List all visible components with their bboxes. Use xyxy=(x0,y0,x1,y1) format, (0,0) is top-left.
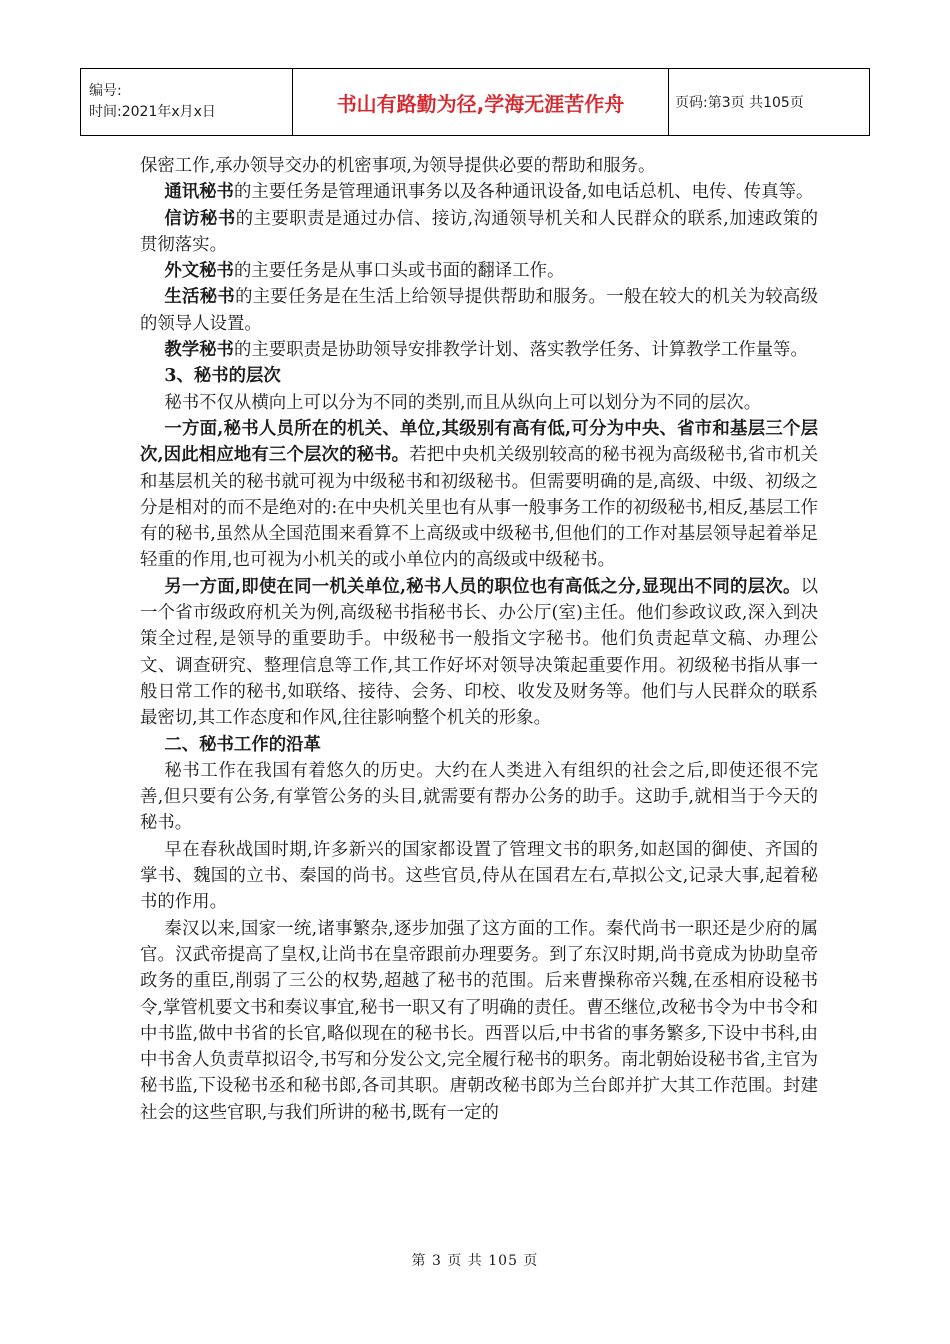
paragraph-text: 的主要职责是通过办信、接访,沟通领导机关和人民群众的联系,加速政策的贯彻落实。 xyxy=(140,208,818,255)
paragraph-text: 若把中央机关级别较高的秘书视为高级秘书,省市机关和基层机关的秘书就可视为中级秘书和初级秘书。但需要明确的是,高级、中级、初级之分是相对的而不是绝对的:在中央机关里也有从事一般事务工作的初级秘书,相反,基层工作有的秘书,虽然从全国范围来看算不上高级或中级秘书,但他们的工作对基层领导起着举足轻重的作用,也可视为小机关的或小单位内的高级或中级秘书。 xyxy=(140,445,818,571)
paragraph-text: 的主要任务是在生活上给领导提供帮助和服务。一般在较大的机关为较高级的领导人设置。 xyxy=(140,287,818,334)
term-bold: 生活秘书 xyxy=(164,287,236,308)
paragraph xyxy=(140,574,818,732)
paragraph xyxy=(140,258,818,284)
page-footer: 第 3 页 共 105 页 xyxy=(411,1253,539,1269)
paragraph: 秦汉以来,国家一统,诸事繁杂,逐步加强了这方面的工作。秦代尚书一职还是少府的属官。汉武帝提高了皇权,让尚书在皇帝跟前办理要务。到了东汉时期,尚书竟成为协助皇帝政务的重臣,削弱了三公的权势,超越了秘书的范围。后来曹操称帝兴魏,在丞相府设秘书令,掌管机要文书和奏议事宜,秘书一职又有了明确的责任。曹丕继位,改秘书令为中书令和中书监,做中书省的长官,略似现在的秘书长。西晋以后,中书省的事务繁多,下设中书科,由中书舍人负责草拟诏令,书写和分发公文,完全履行秘书的职务。南北朝始设秘书省,主官为秘书监,下设秘书丞和秘书郎,各司其职。唐朝改秘书郎为兰台郎并扩大其工作范围。封建社会的这些官职,与我们所讲的秘书,既有一定的 xyxy=(140,918,818,1123)
section-heading: 3、秘书的层次 xyxy=(164,366,281,387)
paragraph-text: 的主要任务是管理通讯事务以及各种通讯设备,如电话总机、电传、传真等。 xyxy=(233,182,814,203)
paragraph: 秘书工作在我国有着悠久的历史。大约在人类进入有组织的社会之后,即使还很不完善,但只要有公务,有掌管公务的头目,就需要有帮办公务的助手。这助手,就相当于今天的秘书。 xyxy=(140,760,818,834)
term-bold: 信访秘书 xyxy=(164,208,236,229)
emphasis-bold: 一方面,秘书人员所在的机关、单位,其级别有高有低,可分为中央、省市和基层三个层次,因此相应地有三个层次的秘书。 xyxy=(140,418,818,466)
paragraph: 早在春秋战国时期,许多新兴的国家都设置了管理文书的职务,如赵国的御使、齐国的掌书、魏国的立书、秦国的尚书。这些官员,侍从在国君左右,草拟公文,记录大事,起着秘书的作用。 xyxy=(140,839,818,913)
paragraph xyxy=(140,284,818,337)
page-header xyxy=(80,68,870,136)
document-body xyxy=(140,153,818,1126)
term-bold: 通讯秘书 xyxy=(164,182,234,203)
time-label: 时间:2021年x月x日 xyxy=(89,104,216,120)
paragraph-text: 的主要任务是从事口头或书面的翻译工作。 xyxy=(233,261,565,282)
paragraph xyxy=(140,416,818,574)
header-page-info: 页码:第3页 共105页 xyxy=(669,69,870,136)
paragraph xyxy=(140,337,818,363)
paragraph-text: 的主要职责是协助领导安排教学计划、落实教学任务、计算教学工作量等。 xyxy=(233,340,808,361)
paragraph: 秘书不仅从横向上可以分为不同的类别,而且从纵向上可以划分为不同的层次。 xyxy=(164,392,762,413)
paragraph: 保密工作,承办领导交办的机密事项,为领导提供必要的帮助和服务。 xyxy=(140,156,656,176)
number-label: 编号: xyxy=(89,83,122,99)
paragraph xyxy=(140,206,818,259)
header-meta xyxy=(81,69,293,136)
header-motto: 书山有路勤为径,学海无涯苦作舟 xyxy=(293,69,669,136)
paragraph-text: 以一个省市级政府机关为例,高级秘书指秘书长、办公厅(室)主任。他们参政议政,深入到决策全过程,是领导的重要助手。中级秘书一般指文字秘书。他们负责起草文稿、办理公文、调查研究、整理信息等工作,其工作好坏对领导决策起重要作用。初级秘书指从事一般日常工作的秘书,如联络、接待、会务、印校、收发及财务等。他们与人民群众的联系最密切,其工作态度和作风,往往影响整个机关的形象。 xyxy=(140,576,818,729)
paragraph xyxy=(140,179,818,205)
term-bold: 外文秘书 xyxy=(164,261,234,282)
term-bold: 教学秘书 xyxy=(164,340,234,361)
section-heading: 二、秘书工作的沿革 xyxy=(164,734,321,755)
emphasis-bold: 另一方面,即使在同一机关单位,秘书人员的职位也有高低之分,显现出不同的层次。 xyxy=(164,576,801,597)
